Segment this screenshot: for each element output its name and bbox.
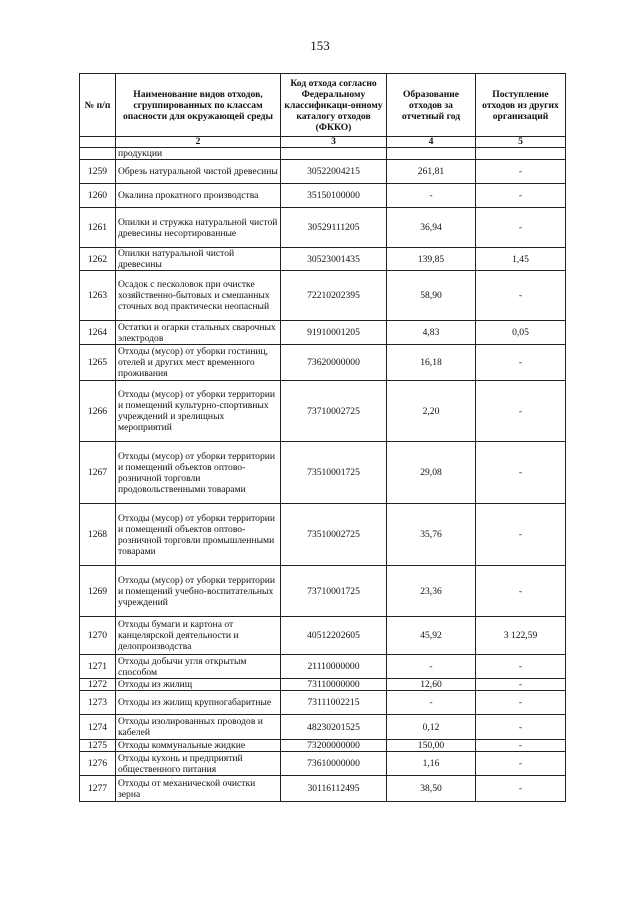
column-number — [80, 137, 116, 148]
received-amount: 0,05 — [476, 321, 566, 345]
received-amount: - — [476, 740, 566, 752]
column-number: 4 — [387, 137, 476, 148]
table-row — [80, 679, 566, 691]
fkko-code: 91910001205 — [281, 321, 387, 345]
received-amount: - — [476, 715, 566, 740]
received-amount: - — [476, 655, 566, 679]
formed-amount: 35,76 — [387, 504, 476, 566]
waste-name: Отходы из жилищ — [116, 679, 281, 691]
waste-name: Осадок с песколовок при очистке хозяйственно-бытовых и смешанных сточных вод практически неопасный — [116, 271, 281, 321]
waste-name: Опилки и стружка натуральной чистой древесины несортированные — [116, 208, 281, 248]
row-number: 1269 — [80, 566, 116, 617]
received-amount: - — [476, 566, 566, 617]
header-row — [80, 74, 566, 137]
row-number: 1261 — [80, 208, 116, 248]
formed-amount: 58,90 — [387, 271, 476, 321]
row-number: 1267 — [80, 442, 116, 504]
received-amount: - — [476, 208, 566, 248]
fkko-code: 40512202605 — [281, 617, 387, 655]
waste-name: Отходы добычи угля открытым способом — [116, 655, 281, 679]
page-number: 153 — [310, 38, 330, 53]
formed-amount: 1,16 — [387, 752, 476, 776]
table-row — [80, 345, 566, 381]
table-row — [80, 740, 566, 752]
fkko-code: 73510002725 — [281, 504, 387, 566]
table-row — [80, 752, 566, 776]
row-number: 1273 — [80, 691, 116, 715]
waste-name: Опилки натуральной чистой древесины — [116, 248, 281, 271]
table-row — [80, 715, 566, 740]
row-number: 1263 — [80, 271, 116, 321]
formed-amount: 0,12 — [387, 715, 476, 740]
formed-amount: - — [387, 655, 476, 679]
row-number: 1277 — [80, 776, 116, 802]
received-amount: - — [476, 345, 566, 381]
fkko-code: 73111002215 — [281, 691, 387, 715]
waste-name: Остатки и огарки стальных сварочных электродов — [116, 321, 281, 345]
fkko-code: 30523001435 — [281, 248, 387, 271]
formed-amount — [387, 148, 476, 160]
table-row — [80, 504, 566, 566]
received-amount: 3 122,59 — [476, 617, 566, 655]
formed-amount: 45,92 — [387, 617, 476, 655]
received-amount: 1,45 — [476, 248, 566, 271]
received-amount: - — [476, 160, 566, 184]
fkko-code: 30529111205 — [281, 208, 387, 248]
received-amount: - — [476, 776, 566, 802]
row-number: 1259 — [80, 160, 116, 184]
table-row — [80, 208, 566, 248]
table-row — [80, 566, 566, 617]
fkko-code: 21110000000 — [281, 655, 387, 679]
table-body — [80, 148, 566, 802]
table-row — [80, 691, 566, 715]
formed-amount: 29,08 — [387, 442, 476, 504]
table-row — [80, 160, 566, 184]
row-number — [80, 148, 116, 160]
row-number: 1271 — [80, 655, 116, 679]
fkko-code: 35150100000 — [281, 184, 387, 208]
waste-name: Обрезь натуральной чистой древесины — [116, 160, 281, 184]
received-amount: - — [476, 504, 566, 566]
received-amount: - — [476, 442, 566, 504]
fkko-code: 73610000000 — [281, 752, 387, 776]
waste-name: продукции — [116, 148, 281, 160]
waste-name: Отходы (мусор) от уборки территории и помещений культурно-спортивных учреждений и зрелищных мероприятий — [116, 381, 281, 442]
waste-name: Отходы кухонь и предприятий общественного питания — [116, 752, 281, 776]
waste-name: Отходы (мусор) от уборки территории и помещений объектов оптово-розничной торговли промышленными товарами — [116, 504, 281, 566]
waste-name: Отходы бумаги и картона от канцелярской деятельности и делопроизводства — [116, 617, 281, 655]
table-row — [80, 442, 566, 504]
waste-name: Отходы из жилищ крупногабаритные — [116, 691, 281, 715]
waste-name: Отходы (мусор) от уборки территории и помещений учебно-воспитательных учреждений — [116, 566, 281, 617]
table-row — [80, 655, 566, 679]
row-number: 1270 — [80, 617, 116, 655]
formed-amount: 261,81 — [387, 160, 476, 184]
received-amount: - — [476, 271, 566, 321]
header-formed: Образование отходов за отчетный год — [387, 74, 476, 137]
table-row — [80, 148, 566, 160]
received-amount — [476, 148, 566, 160]
formed-amount: 12,60 — [387, 679, 476, 691]
fkko-code: 73710002725 — [281, 381, 387, 442]
row-number: 1275 — [80, 740, 116, 752]
table-row — [80, 248, 566, 271]
header-number: № п/п — [80, 74, 116, 137]
fkko-code: 73510001725 — [281, 442, 387, 504]
formed-amount: - — [387, 691, 476, 715]
formed-amount: 23,36 — [387, 566, 476, 617]
fkko-code: 73110000000 — [281, 679, 387, 691]
formed-amount: 16,18 — [387, 345, 476, 381]
received-amount: - — [476, 691, 566, 715]
received-amount: - — [476, 381, 566, 442]
row-number: 1264 — [80, 321, 116, 345]
waste-name: Отходы коммунальные жидкие — [116, 740, 281, 752]
formed-amount: 139,85 — [387, 248, 476, 271]
table-row — [80, 776, 566, 802]
column-number: 5 — [476, 137, 566, 148]
fkko-code: 30522004215 — [281, 160, 387, 184]
fkko-code: 73620000000 — [281, 345, 387, 381]
formed-amount: 36,94 — [387, 208, 476, 248]
formed-amount: 2,20 — [387, 381, 476, 442]
row-number: 1260 — [80, 184, 116, 208]
received-amount: - — [476, 184, 566, 208]
table-row — [80, 617, 566, 655]
row-number: 1268 — [80, 504, 116, 566]
fkko-code: 73710001725 — [281, 566, 387, 617]
waste-name: Отходы от механической очистки зерна — [116, 776, 281, 802]
row-number: 1276 — [80, 752, 116, 776]
received-amount: - — [476, 752, 566, 776]
waste-name: Отходы (мусор) от уборки территории и помещений объектов оптово-розничной торговли продовольственными товарами — [116, 442, 281, 504]
header-fkko-code: Код отхода согласно Федеральному классификаци-онному каталогу отходов (ФККО) — [281, 74, 387, 137]
waste-name: Окалина прокатного производства — [116, 184, 281, 208]
column-number: 3 — [281, 137, 387, 148]
header-received: Поступление отходов из других организаций — [476, 74, 566, 137]
waste-name: Отходы изолированных проводов и кабелей — [116, 715, 281, 740]
table-row — [80, 271, 566, 321]
column-number-row — [80, 137, 566, 148]
formed-amount: 38,50 — [387, 776, 476, 802]
formed-amount: - — [387, 184, 476, 208]
fkko-code: 72210202395 — [281, 271, 387, 321]
row-number: 1272 — [80, 679, 116, 691]
row-number: 1274 — [80, 715, 116, 740]
table-row — [80, 184, 566, 208]
row-number: 1262 — [80, 248, 116, 271]
waste-name: Отходы (мусор) от уборки гостиниц, отелей и других мест временного проживания — [116, 345, 281, 381]
waste-table — [79, 73, 566, 802]
header-waste-name: Наименование видов отходов, сгруппированных по классам опасности для окружающей среды — [116, 74, 281, 137]
column-number: 2 — [116, 137, 281, 148]
table-row — [80, 321, 566, 345]
fkko-code — [281, 148, 387, 160]
fkko-code: 30116112495 — [281, 776, 387, 802]
formed-amount: 150,00 — [387, 740, 476, 752]
received-amount: - — [476, 679, 566, 691]
row-number: 1266 — [80, 381, 116, 442]
fkko-code: 73200000000 — [281, 740, 387, 752]
table-row — [80, 381, 566, 442]
fkko-code: 48230201525 — [281, 715, 387, 740]
formed-amount: 4,83 — [387, 321, 476, 345]
row-number: 1265 — [80, 345, 116, 381]
